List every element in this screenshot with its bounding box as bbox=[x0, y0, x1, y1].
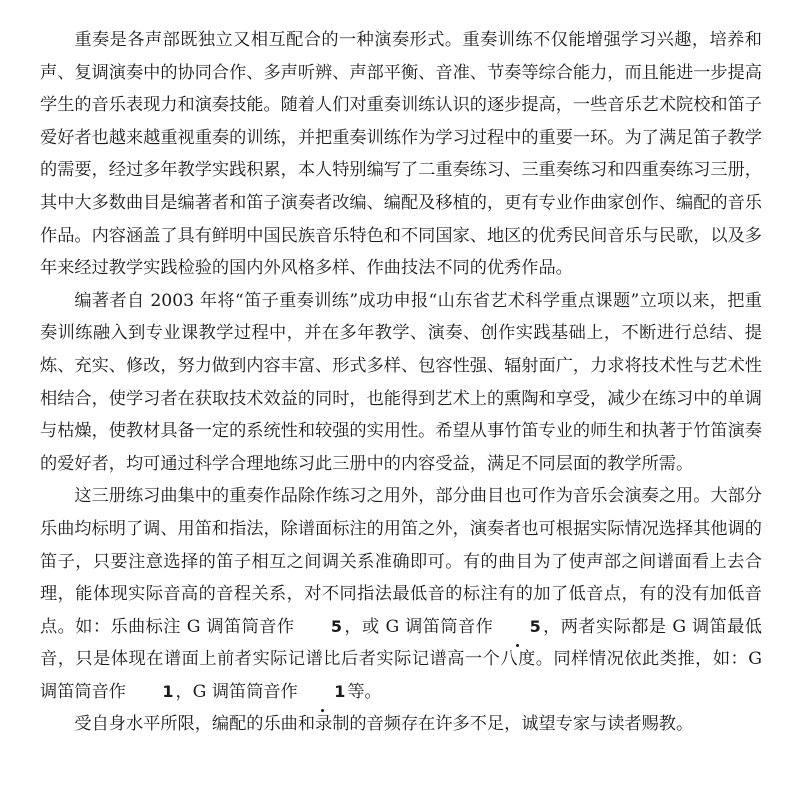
note-numeral-1-low: 1 bbox=[300, 676, 346, 709]
note-numeral-1: 1 bbox=[162, 681, 174, 701]
usage-text-c: ，两者实际都是 G 调笛最低音，只是体现在谱面上前者实际记谱比后者实际记谱高一个八度。同样情况依此类推，如：G 调笛筒音作 bbox=[40, 616, 762, 702]
usage-text-a: 这三册练习曲集中的重奏作品除作练习之用外，部分曲目也可作为音乐会演奏之用。大部分乐曲均标明了调、用笛和指法，除谱面标注的用笛之外，演奏者也可根据实际情况选择其他调的笛子，只要注意选择的笛子相互之间调关系准确即可。有的曲目为了使声部之间谱面看上去合理，能体现实际音高的音程关系，对不同指法最低音的标注有的加了低音点，有的没有加低音点。如：乐曲标注 G 调笛筒音作 bbox=[40, 486, 762, 637]
note-numeral-5-low: 5 bbox=[495, 611, 541, 644]
paragraph-project-history: 编著者自 2003 年将“笛子重奏训练”成功申报“山东省艺术科学重点课题”立项以来，把重奏训练融入到专业课教学过程中，并在多年教学、演奏、创作实践基础上，不断进行总结、提炼、充实、修改，努力做到内容丰富、形式多样、包容性强、辐射面广，力求将技术性与艺术性相结合，使学习者在获取技术效益的同时，也能得到艺术上的熏陶和享受，减少在练习中的单调与枯燥，使教材具备一定的系统性和较强的实用性。希望从事竹笛专业的师生和执著于竹笛演奏的爱好者，均可通过科学合理地练习此三册中的内容受益，满足不同层面的教学所需。 bbox=[40, 290, 762, 474]
paragraph-usage-notes bbox=[40, 480, 762, 708]
paragraph-closing: 受自身水平所限，编配的乐曲和录制的音频存在许多不足，诚望专家与读者赐教。 bbox=[74, 714, 694, 735]
usage-text-b: ，或 G 调笛筒音作 bbox=[344, 616, 494, 637]
document-body bbox=[40, 24, 762, 741]
usage-text-d: ，G 调笛筒音作 bbox=[175, 681, 298, 702]
note-numeral-5: 5 bbox=[330, 616, 342, 636]
usage-text-e: 等。 bbox=[347, 681, 382, 702]
paragraph-intro: 重奏是各声部既独立又相互配合的一种演奏形式。重奏训练不仅能增强学习兴趣，培养和声、复调演奏中的协同合作、多声听辨、声部平衡、音准、节奏等综合能力，而且能进一步提高学生的音乐表现力和演奏技能。随着人们对重奏训练认识的逐步提高，一些音乐艺术院校和笛子爱好者也越来越重视重奏的训练，并把重奏训练作为学习过程中的重要一环。为了满足笛子教学的需要，经过多年教学实践积累，本人特别编写了二重奏练习、三重奏练习和四重奏练习三册，其中大多数曲目是编著者和笛子演奏者改编、编配及移植的，更有专业作曲家创作、编配的音乐作品。内容涵盖了具有鲜明中国民族音乐特色和不同国家、地区的优秀民间音乐与民歌，以及多年来经过教学实践检验的国内外风格多样、作曲技法不同的优秀作品。 bbox=[40, 30, 762, 279]
